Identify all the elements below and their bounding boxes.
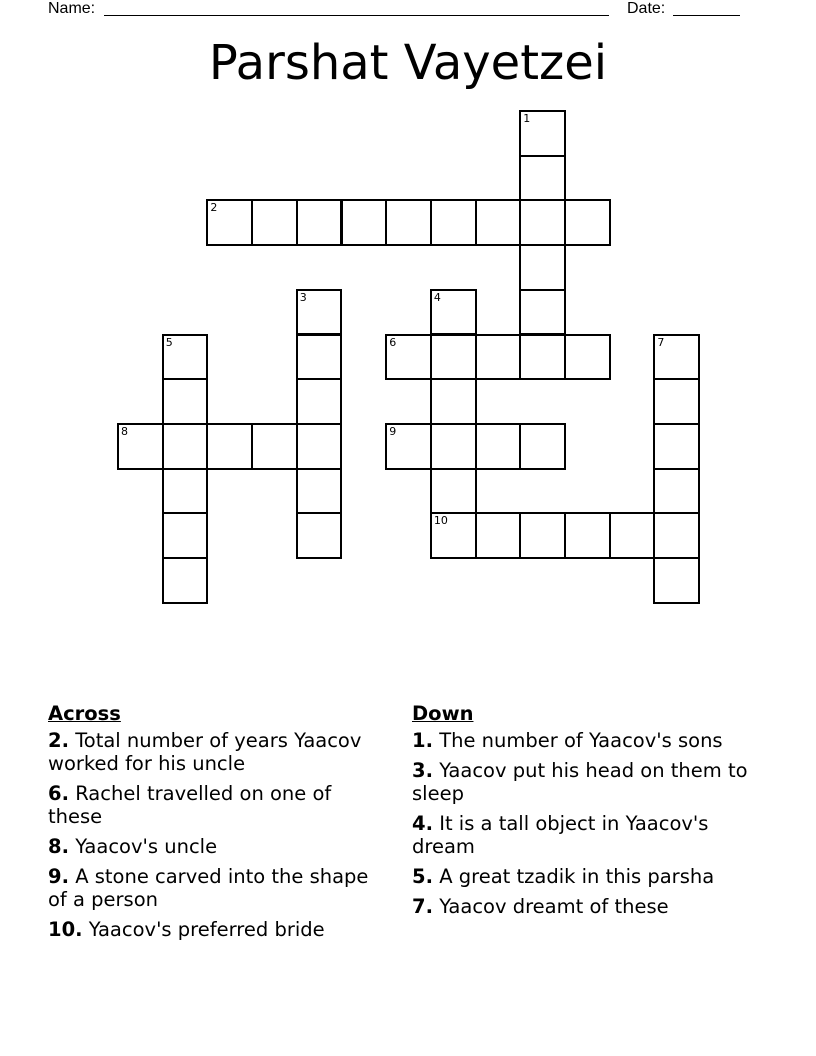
across-clues bbox=[48, 702, 378, 948]
grid-cell[interactable] bbox=[296, 512, 343, 559]
grid-cell[interactable] bbox=[653, 423, 700, 470]
grid-cell[interactable] bbox=[162, 378, 209, 425]
grid-cell[interactable] bbox=[653, 557, 700, 604]
cell-number: 4 bbox=[433, 290, 441, 304]
clue-down-1 bbox=[412, 729, 757, 752]
grid-cell[interactable] bbox=[430, 512, 477, 559]
grid-cell[interactable] bbox=[519, 244, 566, 291]
grid-cell[interactable] bbox=[430, 378, 477, 425]
grid-cell[interactable] bbox=[519, 289, 566, 336]
grid-cell[interactable] bbox=[519, 512, 566, 559]
clue-number: 5. bbox=[412, 865, 433, 888]
grid-cell[interactable] bbox=[519, 199, 566, 246]
clue-text: Yaacov dreamt of these bbox=[439, 895, 669, 918]
clue-number: 3. bbox=[412, 759, 433, 782]
cell-number: 6 bbox=[389, 335, 397, 349]
clue-number: 9. bbox=[48, 865, 69, 888]
across-heading: Across bbox=[48, 702, 121, 725]
grid-cell[interactable] bbox=[162, 557, 209, 604]
grid-cell[interactable] bbox=[519, 423, 566, 470]
grid-cell[interactable] bbox=[385, 334, 432, 381]
clue-text: A great tzadik in this parsha bbox=[439, 865, 715, 888]
clue-text: Total number of years Yaacov worked for his uncle bbox=[48, 729, 362, 775]
grid-cell[interactable] bbox=[296, 378, 343, 425]
grid-cell[interactable] bbox=[296, 423, 343, 470]
clue-number: 7. bbox=[412, 895, 433, 918]
grid-cell[interactable] bbox=[564, 512, 611, 559]
clue-across-10 bbox=[48, 918, 378, 941]
clue-number: 2. bbox=[48, 729, 69, 752]
clue-text: It is a tall object in Yaacov's dream bbox=[412, 812, 709, 858]
grid-cell[interactable] bbox=[519, 155, 566, 202]
grid-cell[interactable] bbox=[162, 334, 209, 381]
clue-down-4 bbox=[412, 812, 757, 858]
clue-text: Yaacov put his head on them to sleep bbox=[412, 759, 748, 805]
grid-cell[interactable] bbox=[475, 512, 522, 559]
cell-number: 3 bbox=[299, 290, 307, 304]
grid-cell[interactable] bbox=[296, 468, 343, 515]
down-clues bbox=[412, 702, 757, 925]
clue-text: Yaacov's uncle bbox=[75, 835, 218, 858]
grid-cell[interactable] bbox=[162, 468, 209, 515]
cell-number: 2 bbox=[210, 201, 218, 215]
grid-cell[interactable] bbox=[251, 199, 298, 246]
grid-cell[interactable] bbox=[162, 512, 209, 559]
page-title: Parshat Vayetzei bbox=[208, 35, 608, 91]
grid-cell[interactable] bbox=[564, 199, 611, 246]
cell-number: 9 bbox=[389, 424, 397, 438]
clue-number: 6. bbox=[48, 782, 69, 805]
grid-cell[interactable] bbox=[653, 512, 700, 559]
grid-cell[interactable] bbox=[296, 199, 343, 246]
grid-cell[interactable] bbox=[385, 423, 432, 470]
grid-cell[interactable] bbox=[519, 334, 566, 381]
clue-number: 8. bbox=[48, 835, 69, 858]
clue-down-5 bbox=[412, 865, 757, 888]
cell-number: 7 bbox=[657, 335, 665, 349]
grid-cell[interactable] bbox=[519, 110, 566, 157]
grid-cell[interactable] bbox=[430, 423, 477, 470]
grid-cell[interactable] bbox=[430, 289, 477, 336]
clue-text: Yaacov's preferred bride bbox=[88, 918, 325, 941]
grid-cell[interactable] bbox=[430, 468, 477, 515]
grid-cell[interactable] bbox=[653, 468, 700, 515]
grid-cell[interactable] bbox=[341, 199, 388, 246]
grid-cell[interactable] bbox=[385, 199, 432, 246]
date-label: Date: bbox=[627, 0, 666, 17]
grid-cell[interactable] bbox=[251, 423, 298, 470]
clue-number: 4. bbox=[412, 812, 433, 835]
grid-cell[interactable] bbox=[653, 334, 700, 381]
clue-number: 1. bbox=[412, 729, 433, 752]
grid-cell[interactable] bbox=[117, 423, 164, 470]
grid-cell[interactable] bbox=[609, 512, 656, 559]
clue-text: The number of Yaacov's sons bbox=[439, 729, 723, 752]
grid-cell[interactable] bbox=[475, 199, 522, 246]
down-heading: Down bbox=[412, 702, 474, 725]
grid-cell[interactable] bbox=[296, 334, 343, 381]
grid-cell[interactable] bbox=[162, 423, 209, 470]
clue-across-6 bbox=[48, 782, 378, 828]
grid-cell[interactable] bbox=[475, 334, 522, 381]
grid-cell[interactable] bbox=[206, 199, 253, 246]
cell-number: 1 bbox=[523, 112, 531, 125]
grid-cell[interactable] bbox=[206, 423, 253, 470]
clue-text: A stone carved into the shape of a person bbox=[48, 865, 369, 911]
clue-across-9 bbox=[48, 865, 378, 911]
grid-cell[interactable] bbox=[430, 334, 477, 381]
grid-cell[interactable] bbox=[475, 423, 522, 470]
grid-cell[interactable] bbox=[653, 378, 700, 425]
clue-down-7 bbox=[412, 895, 757, 918]
grid-cell[interactable] bbox=[430, 199, 477, 246]
clue-number: 10. bbox=[48, 918, 83, 941]
cell-number: 10 bbox=[433, 514, 448, 528]
clue-across-2 bbox=[48, 729, 378, 775]
name-label: Name: bbox=[48, 0, 96, 17]
grid-cell[interactable] bbox=[296, 289, 343, 336]
cell-number: 8 bbox=[121, 424, 128, 438]
clue-across-8 bbox=[48, 835, 378, 858]
grid-cell[interactable] bbox=[564, 334, 611, 381]
cell-number: 5 bbox=[165, 335, 173, 349]
clue-down-3 bbox=[412, 759, 757, 805]
clue-text: Rachel travelled on one of these bbox=[48, 782, 332, 828]
